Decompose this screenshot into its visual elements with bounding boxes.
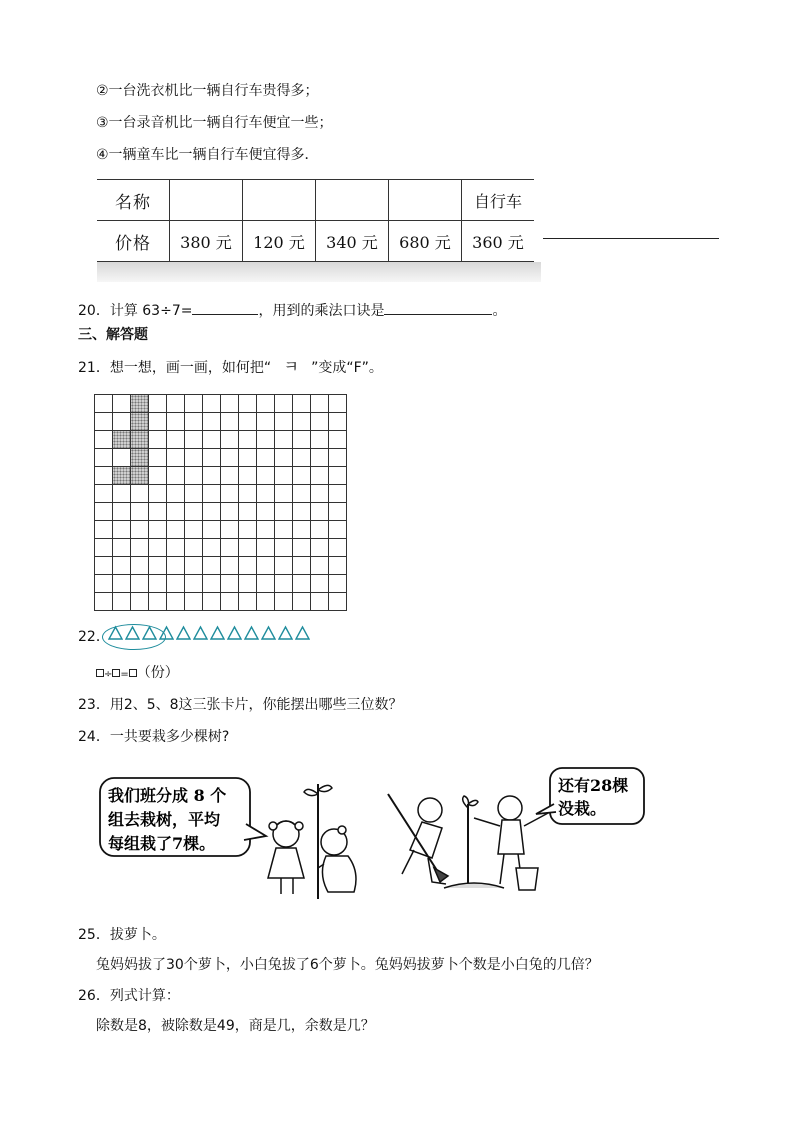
grid-cell[interactable]	[221, 575, 239, 593]
grid-cell-filled[interactable]	[131, 449, 149, 467]
grid-cell[interactable]	[203, 485, 221, 503]
grid-cell[interactable]	[113, 395, 131, 413]
triangle-icon	[176, 625, 191, 641]
triangle-icon	[108, 625, 123, 641]
q23-text: 用2、5、8这三张卡片，你能摆出哪些三位数？	[109, 697, 403, 713]
price-cell: 680 元	[389, 221, 462, 262]
grid-cell[interactable]	[239, 485, 257, 503]
grid-cell[interactable]	[311, 557, 329, 575]
grid-cell[interactable]	[311, 395, 329, 413]
grid-cell[interactable]	[131, 539, 149, 557]
grid-cell[interactable]	[275, 431, 293, 449]
q20-blank-rhyme[interactable]	[384, 300, 492, 315]
grid-cell[interactable]	[311, 503, 329, 521]
grid-cell[interactable]	[185, 521, 203, 539]
bubble-left-line-3: 每组栽了7棵。	[108, 834, 216, 853]
grid-cell[interactable]	[185, 593, 203, 611]
grid-cell[interactable]	[221, 539, 239, 557]
q20-text-1: 计算 63÷7=	[109, 303, 193, 319]
triangle-row	[108, 625, 310, 641]
price-row-label: 价格	[97, 221, 170, 262]
question-23	[78, 695, 403, 715]
grid-cell[interactable]	[257, 467, 275, 485]
formula-op: =	[120, 669, 129, 680]
q22-number: 22．	[78, 629, 110, 645]
grid-cell[interactable]	[293, 449, 311, 467]
grid-cell[interactable]	[311, 593, 329, 611]
grid-cell[interactable]	[275, 395, 293, 413]
grid-cell[interactable]	[167, 593, 185, 611]
name-cell[interactable]	[170, 180, 243, 221]
drawing-grid[interactable]	[94, 394, 347, 611]
grid-cell[interactable]	[167, 503, 185, 521]
name-row-label: 名称	[97, 180, 170, 221]
grid-cell[interactable]	[113, 503, 131, 521]
grid-cell[interactable]	[257, 503, 275, 521]
triangle-icon	[125, 625, 140, 641]
grid-cell[interactable]	[149, 449, 167, 467]
grid-cell[interactable]	[149, 431, 167, 449]
question-25	[78, 925, 166, 945]
grid-cell[interactable]	[329, 593, 347, 611]
grid-cell[interactable]	[167, 485, 185, 503]
grid-cell[interactable]	[221, 395, 239, 413]
grid-cell[interactable]	[167, 395, 185, 413]
q20-number: 20．	[78, 303, 110, 319]
q21-text-2: ”变成“F”。	[311, 360, 383, 376]
grid-cell[interactable]	[257, 485, 275, 503]
grid-cell[interactable]	[131, 485, 149, 503]
q26-title: 列式计算：	[109, 988, 180, 1004]
grid-cell[interactable]	[149, 557, 167, 575]
grid-cell[interactable]	[293, 485, 311, 503]
q22-formula	[96, 663, 179, 685]
name-cell[interactable]	[243, 180, 316, 221]
grid-cell[interactable]	[185, 539, 203, 557]
grid-cell[interactable]	[221, 413, 239, 431]
grid-cell[interactable]	[257, 575, 275, 593]
grid-cell[interactable]	[203, 593, 221, 611]
grid-cell-filled[interactable]	[131, 395, 149, 413]
grid-cell[interactable]	[203, 521, 221, 539]
grid-cell[interactable]	[293, 521, 311, 539]
grid-cell-filled[interactable]	[113, 431, 131, 449]
grid-cell[interactable]	[113, 485, 131, 503]
bubble-right-line-2: 没栽。	[558, 799, 607, 818]
q20-blank-result[interactable]	[192, 300, 258, 315]
q26-text: 除数是8，被除数是49，商是几，余数是几？	[96, 1018, 375, 1034]
grid-cell[interactable]	[275, 593, 293, 611]
grid-cell[interactable]	[239, 449, 257, 467]
formula-box[interactable]	[96, 669, 104, 677]
grid-cell[interactable]	[221, 557, 239, 575]
question-26	[78, 986, 180, 1006]
grid-cell[interactable]	[329, 395, 347, 413]
grid-cell[interactable]	[185, 485, 203, 503]
grid-cell[interactable]	[239, 395, 257, 413]
grid-cell[interactable]	[131, 575, 149, 593]
grid-cell[interactable]	[95, 557, 113, 575]
grid-cell[interactable]	[167, 467, 185, 485]
grid-cell[interactable]	[95, 575, 113, 593]
grid-cell[interactable]	[311, 521, 329, 539]
grid-cell[interactable]	[113, 539, 131, 557]
q19-item-4: ④一辆童车比一辆自行车便宜得多．	[96, 147, 319, 163]
grid-cell[interactable]	[275, 521, 293, 539]
price-table-price-row	[97, 221, 534, 262]
grid-cell[interactable]	[293, 413, 311, 431]
grid-cell[interactable]	[185, 395, 203, 413]
q19-item-2: ②一台洗衣机比一辆自行车贵得多；	[96, 83, 319, 99]
grid-cell[interactable]	[257, 521, 275, 539]
grid-cell[interactable]	[275, 539, 293, 557]
grid-cell[interactable]	[239, 413, 257, 431]
grid-cell[interactable]	[131, 521, 149, 539]
grid-cell[interactable]	[329, 413, 347, 431]
grid-cell[interactable]	[311, 467, 329, 485]
boys-planting-icon	[388, 794, 550, 890]
grid-cell[interactable]	[95, 449, 113, 467]
grid-cell[interactable]	[257, 395, 275, 413]
grid-cell[interactable]	[293, 539, 311, 557]
grid-cell[interactable]	[329, 503, 347, 521]
grid-cell[interactable]	[167, 557, 185, 575]
name-cell[interactable]	[389, 180, 462, 221]
mirrored-f-glyph: ㅋ	[283, 357, 299, 376]
grid-cell[interactable]	[275, 557, 293, 575]
triangle-icon	[193, 625, 208, 641]
grid-cell[interactable]	[149, 395, 167, 413]
grid-cell[interactable]	[293, 575, 311, 593]
grid-cell-filled[interactable]	[113, 467, 131, 485]
price-cell: 380 元	[170, 221, 243, 262]
grid-cell[interactable]	[257, 413, 275, 431]
grid-cell[interactable]	[203, 449, 221, 467]
grid-cell[interactable]	[113, 575, 131, 593]
price-cell: 340 元	[316, 221, 389, 262]
answer-line[interactable]	[543, 238, 719, 239]
grid-cell[interactable]	[257, 539, 275, 557]
grid-cell[interactable]	[275, 503, 293, 521]
grid-cell[interactable]	[113, 521, 131, 539]
q26-number: 26．	[78, 988, 110, 1004]
grid-cell[interactable]	[239, 575, 257, 593]
q25-title: 拔萝卜。	[109, 927, 166, 943]
grid-cell[interactable]	[275, 413, 293, 431]
grid-cell[interactable]	[311, 485, 329, 503]
grid-cell[interactable]	[149, 593, 167, 611]
grid-cell[interactable]	[329, 449, 347, 467]
grid-cell[interactable]	[131, 503, 149, 521]
grid-cell[interactable]	[257, 593, 275, 611]
grid-cell[interactable]	[311, 449, 329, 467]
grid-cell[interactable]	[185, 557, 203, 575]
grid-cell-filled[interactable]	[131, 413, 149, 431]
formula-op: ÷	[104, 669, 113, 680]
section-title: 三、解答题	[78, 327, 148, 343]
grid-cell[interactable]	[239, 503, 257, 521]
grid-cell[interactable]	[329, 575, 347, 593]
table-scan-shadow	[97, 262, 541, 282]
formula-box[interactable]	[129, 669, 137, 677]
grid-cell[interactable]	[221, 485, 239, 503]
grid-cell[interactable]	[149, 485, 167, 503]
grid-cell[interactable]	[95, 593, 113, 611]
q24-text: 一共要栽多少棵树?	[109, 729, 230, 745]
q21-number: 21．	[78, 360, 110, 376]
grid-cell[interactable]	[203, 539, 221, 557]
grid-cell-filled[interactable]	[131, 431, 149, 449]
grid-cell[interactable]	[95, 521, 113, 539]
grid-cell[interactable]	[185, 467, 203, 485]
grid-cell[interactable]	[131, 593, 149, 611]
grid-cell[interactable]	[113, 449, 131, 467]
grid-cell[interactable]	[221, 521, 239, 539]
price-table	[97, 179, 534, 262]
grid-cell[interactable]	[95, 539, 113, 557]
triangle-icon	[244, 625, 259, 641]
grid-cell[interactable]	[131, 557, 149, 575]
grid-cell[interactable]	[275, 575, 293, 593]
grid-cell[interactable]	[95, 431, 113, 449]
triangle-icon	[142, 625, 157, 641]
grid-cell[interactable]	[167, 431, 185, 449]
grid-cell[interactable]	[275, 449, 293, 467]
grid-cell[interactable]	[149, 413, 167, 431]
price-table-name-row	[97, 180, 534, 221]
q21-text-1: 想一想，画一画，如何把“	[109, 360, 272, 376]
grid-cell[interactable]	[167, 449, 185, 467]
price-cell: 360 元	[462, 221, 535, 262]
bubble-right-line-1: 还有28棵	[558, 776, 629, 795]
grid-cell[interactable]	[311, 539, 329, 557]
grid-cell[interactable]	[185, 431, 203, 449]
grid-cell[interactable]	[185, 413, 203, 431]
grid-cell[interactable]	[149, 503, 167, 521]
q20-text-2: ，用到的乘法口诀是	[258, 303, 385, 319]
grid-cell[interactable]	[239, 467, 257, 485]
grid-cell[interactable]	[167, 539, 185, 557]
grid-cell-filled[interactable]	[131, 467, 149, 485]
grid-cell[interactable]	[329, 539, 347, 557]
triangle-icon	[210, 625, 225, 641]
q25-text: 兔妈妈拔了30个萝卜，小白兔拔了6个萝卜。兔妈妈拔萝卜个数是小白兔的几倍？	[96, 957, 599, 973]
grid-cell[interactable]	[239, 593, 257, 611]
grid-cell[interactable]	[95, 413, 113, 431]
grid-cell[interactable]	[257, 449, 275, 467]
grid-cell[interactable]	[329, 431, 347, 449]
q24-number: 24．	[78, 729, 110, 745]
grid-cell[interactable]	[185, 503, 203, 521]
grid-cell[interactable]	[113, 413, 131, 431]
bubble-left-line-2: 组去栽树，平均	[108, 810, 221, 829]
grid-cell[interactable]	[203, 395, 221, 413]
tree-planting-illustration	[96, 764, 646, 904]
grid-cell[interactable]	[167, 413, 185, 431]
grid-cell[interactable]	[203, 503, 221, 521]
grid-cell[interactable]	[95, 395, 113, 413]
grid-cell[interactable]	[113, 593, 131, 611]
question-21	[78, 357, 383, 378]
triangle-icon	[261, 625, 276, 641]
grid-cell[interactable]	[95, 485, 113, 503]
triangle-icon	[159, 625, 174, 641]
grid-cell[interactable]	[275, 467, 293, 485]
q20-text-3: 。	[492, 303, 507, 319]
girls-planting-icon	[268, 784, 356, 899]
grid-cell[interactable]	[293, 467, 311, 485]
grid-cell[interactable]	[203, 431, 221, 449]
grid-cell[interactable]	[239, 431, 257, 449]
grid-cell[interactable]	[221, 467, 239, 485]
grid-cell[interactable]	[293, 503, 311, 521]
grid-cell[interactable]	[221, 449, 239, 467]
grid-cell[interactable]	[257, 431, 275, 449]
grid-cell[interactable]	[149, 467, 167, 485]
grid-cell[interactable]	[113, 557, 131, 575]
grid-cell[interactable]	[221, 503, 239, 521]
grid-cell[interactable]	[167, 521, 185, 539]
grid-cell[interactable]	[203, 557, 221, 575]
grid-cell[interactable]	[221, 431, 239, 449]
grid-cell[interactable]	[275, 485, 293, 503]
price-cell: 120 元	[243, 221, 316, 262]
grid-cell[interactable]	[293, 395, 311, 413]
grid-cell[interactable]	[311, 431, 329, 449]
grid-cell[interactable]	[329, 467, 347, 485]
grid-cell[interactable]	[257, 557, 275, 575]
grid-cell[interactable]	[329, 521, 347, 539]
grid-cell[interactable]	[293, 593, 311, 611]
grid-cell[interactable]	[311, 575, 329, 593]
grid-cell[interactable]	[293, 431, 311, 449]
grid-cell[interactable]	[311, 413, 329, 431]
name-cell[interactable]	[316, 180, 389, 221]
grid-cell[interactable]	[329, 557, 347, 575]
grid-cell[interactable]	[239, 521, 257, 539]
grid-cell[interactable]	[185, 449, 203, 467]
grid-cell[interactable]	[149, 539, 167, 557]
grid-cell[interactable]	[149, 521, 167, 539]
triangle-icon	[227, 625, 242, 641]
grid-cell[interactable]	[203, 467, 221, 485]
grid-cell[interactable]	[239, 539, 257, 557]
name-cell-bicycle: 自行车	[462, 180, 535, 221]
grid-cell[interactable]	[239, 557, 257, 575]
grid-cell[interactable]	[203, 413, 221, 431]
grid-cell[interactable]	[167, 575, 185, 593]
grid-cell[interactable]	[203, 575, 221, 593]
q25-number: 25．	[78, 927, 110, 943]
triangle-icon	[278, 625, 293, 641]
triangle-icon	[295, 625, 310, 641]
question-24	[78, 727, 229, 747]
grid-cell[interactable]	[293, 557, 311, 575]
grid-cell[interactable]	[95, 503, 113, 521]
question-20	[78, 300, 506, 321]
grid-cell[interactable]	[221, 593, 239, 611]
bubble-left-line-1: 我们班分成 8 个	[108, 786, 227, 805]
grid-cell[interactable]	[149, 575, 167, 593]
q23-number: 23．	[78, 697, 110, 713]
formula-unit: （份）	[136, 665, 179, 681]
grid-cell[interactable]	[329, 485, 347, 503]
grid-cell[interactable]	[95, 467, 113, 485]
q19-item-3: ③一台录音机比一辆自行车便宜一些；	[96, 115, 333, 131]
grid-cell[interactable]	[185, 575, 203, 593]
